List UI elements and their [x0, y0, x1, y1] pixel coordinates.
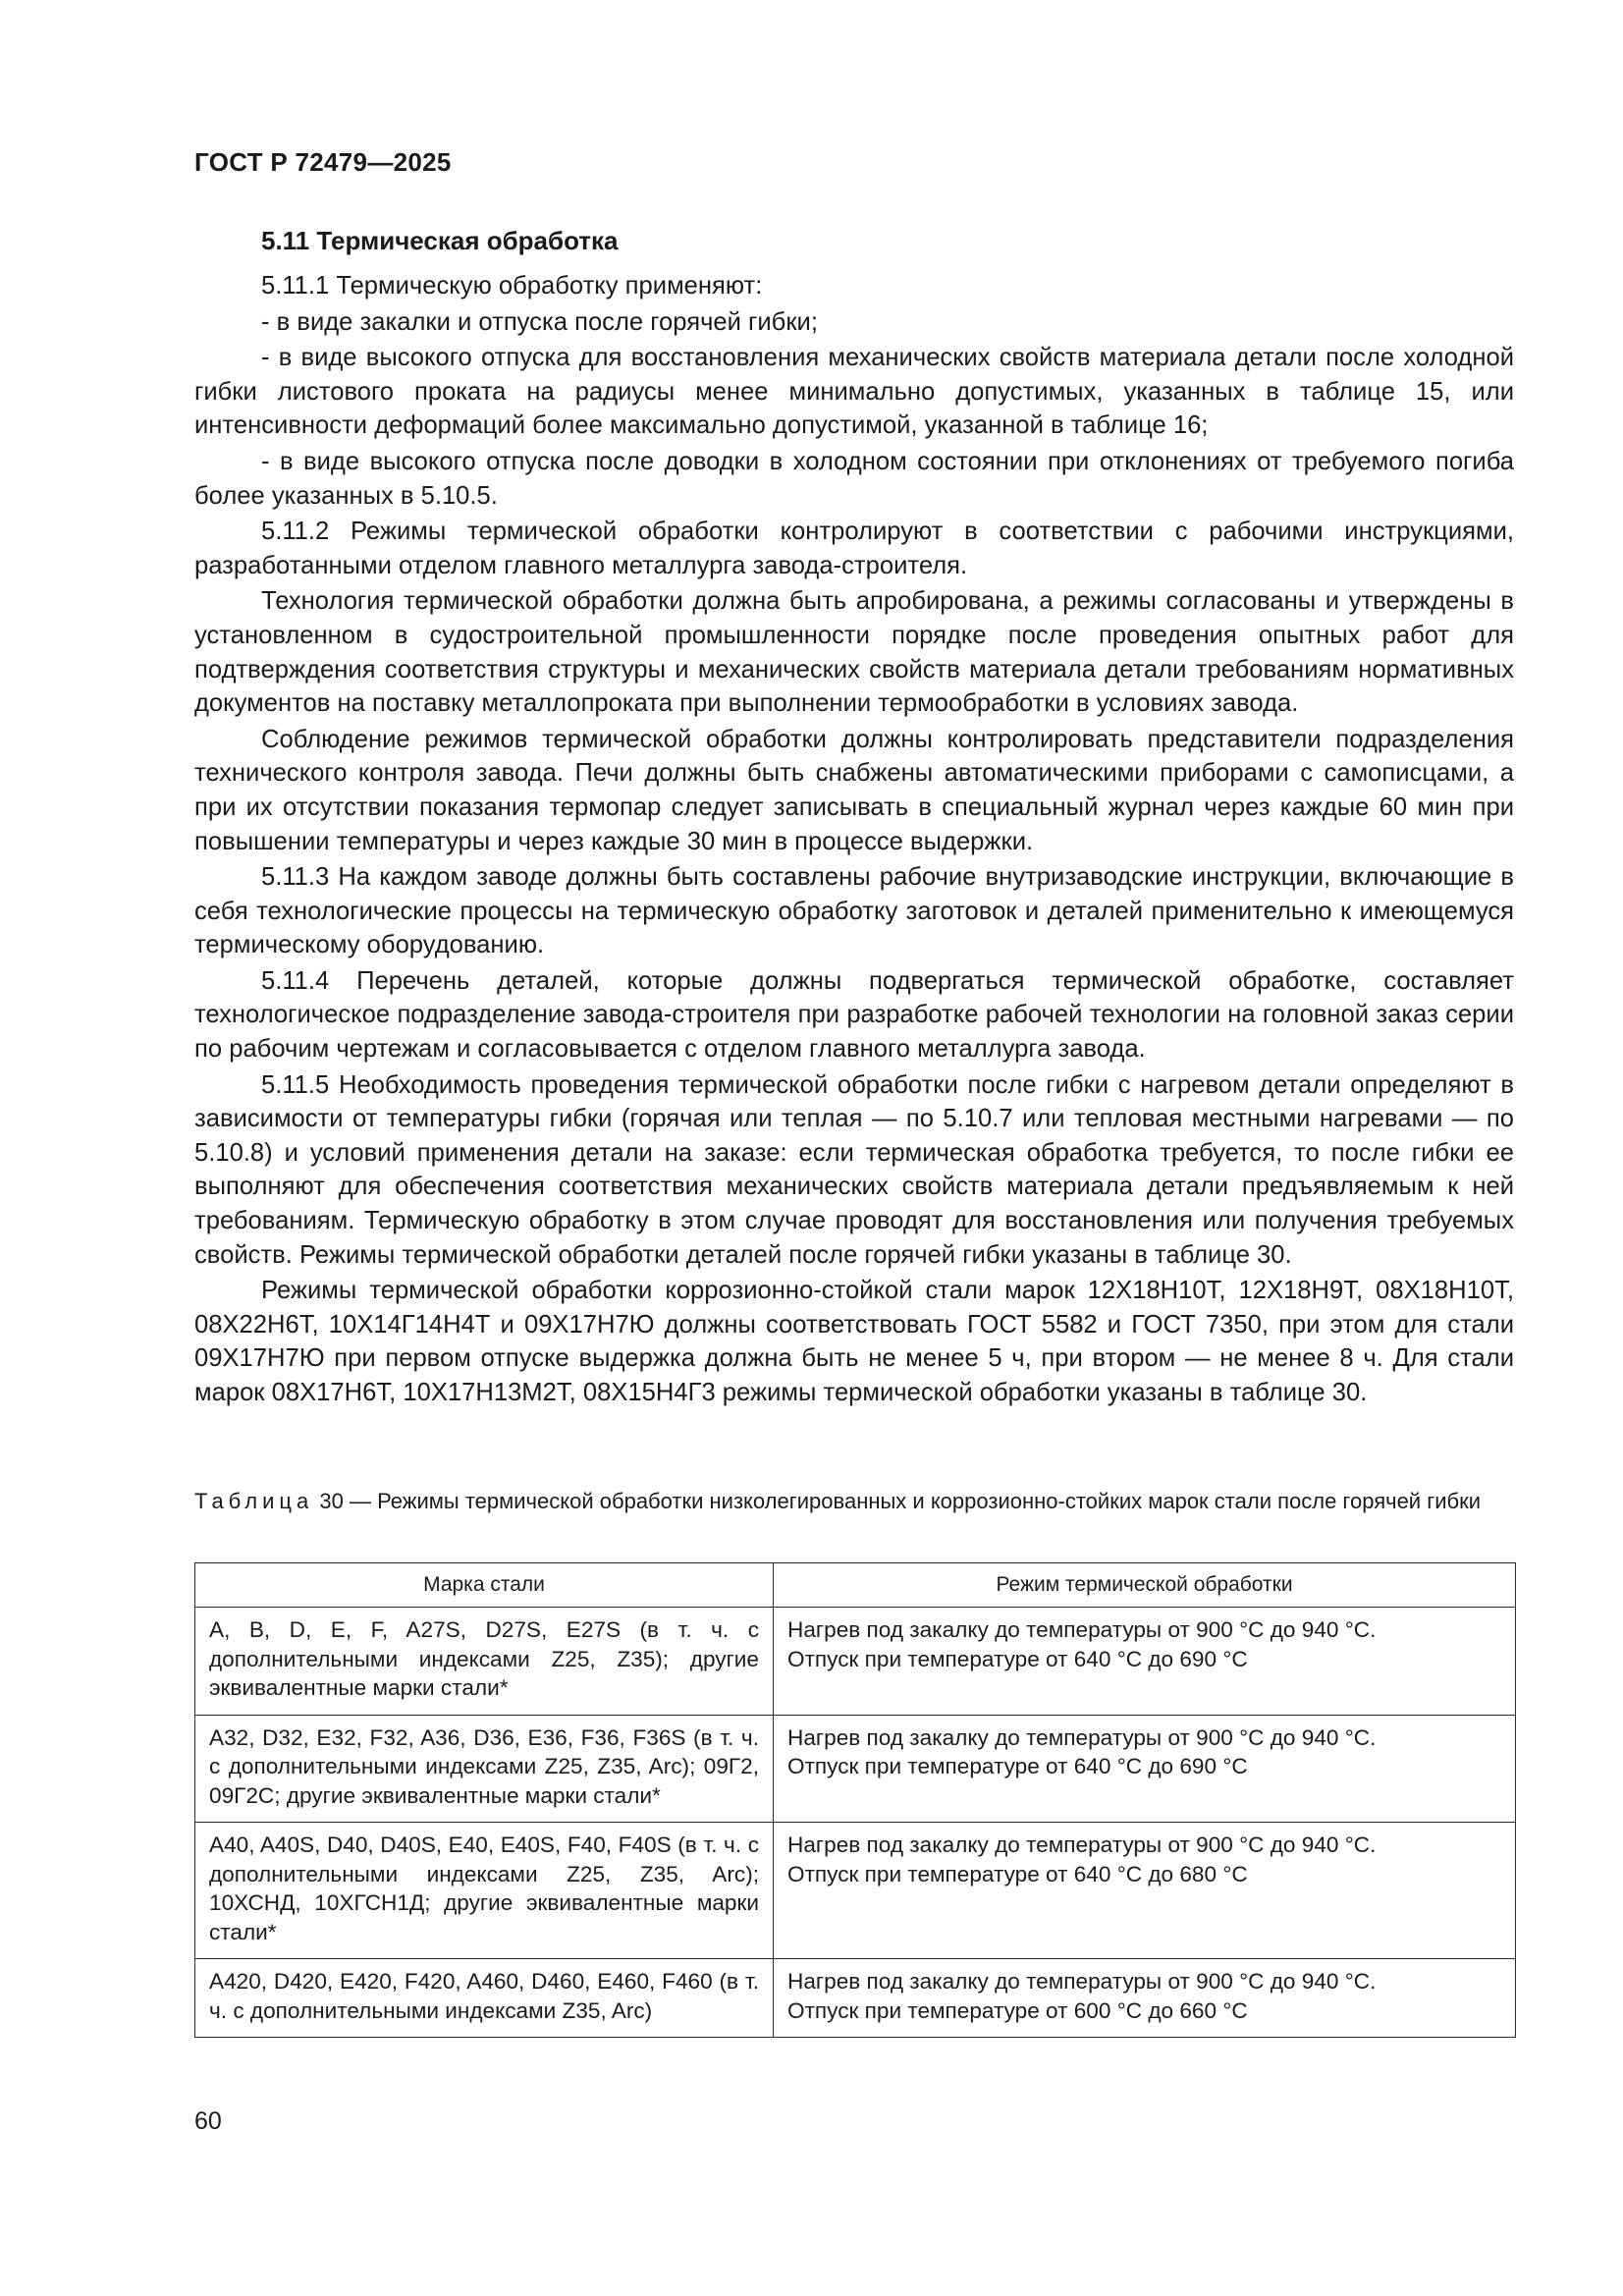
page-number: 60: [194, 2107, 222, 2135]
treatment-quench: Нагрев под закалку до температуры от 900 °С до 940 °С.: [787, 1617, 1377, 1642]
steel-grade-cell: A32, D32, E32, F32, A36, D36, E36, F36, F36S (в т. ч. с дополнительными индексами Z25, Z35, Arc); 09Г2, 09Г2С; другие эквивалентные марки стали*: [195, 1715, 774, 1823]
section-body: [194, 224, 1514, 1412]
steel-grade-cell: A40, A40S, D40, D40S, E40, E40S, F40, F40S (в т. ч. с дополнительными индексами Z25, Z35, Arc); 10ХСНД, 10ХГСН1Д; другие эквивалентные марки стали*: [195, 1823, 774, 1959]
paragraph: 5.11.2 Режимы термической обработки контролируют в соответствии с рабочими инструкциями, разработанными отделом главного металлурга завода-строителя.: [194, 518, 1514, 579]
paragraph: 5.11.1 Термическую обработку применяют:: [261, 272, 763, 300]
paragraph: Соблюдение режимов термической обработки должны контролировать представители подразделения технического контроля завода. Печи должны быть снабжены автоматическими приборами с самописцами, а при их отсутствии показания термопар следует записывать в специальный журнал через каждые 60 мин при повышении температуры и через каждые 30 мин в процессе выдержки.: [194, 725, 1514, 855]
treatment-mode-cell: [774, 1959, 1516, 2038]
table-row: [195, 1959, 1516, 2038]
column-header-steel-grade: Марка стали: [195, 1563, 774, 1608]
section-title: 5.11 Термическая обработка: [261, 226, 619, 255]
treatment-mode-cell: [774, 1608, 1516, 1716]
treatment-temper: Отпуск при температуре от 640 °С до 690 °С: [787, 1754, 1248, 1778]
steel-grade-cell: A420, D420, E420, F420, A460, D460, E460, F460 (в т. ч. с дополнительными индексами Z35, Arc): [195, 1959, 774, 2038]
treatment-temper: Отпуск при температуре от 600 °С до 660 °С: [787, 1997, 1248, 2023]
paragraph: 5.11.3 На каждом заводе должны быть составлены рабочие внутризаводские инструкции, включающие в себя технологические процессы на термическую обработку заготовок и деталей применительно к имеющемуся термическому оборудованию.: [194, 863, 1514, 959]
treatment-quench: Нагрев под закалку до температуры от 900 °С до 940 °С.: [787, 1832, 1377, 1857]
paragraph: 5.11.4 Перечень деталей, которые должны подвергаться термической обработке, составляет технологическое подразделение завода-строителя при разработке рабочей технологии на головной заказ серии по рабочим чертежам и согласовывается с отделом главного металлурга завода.: [194, 966, 1514, 1064]
treatment-quench: Нагрев под закалку до температуры от 900 °С до 940 °С.: [787, 1969, 1377, 1994]
list-item: - в виде закалки и отпуска после горячей гибки;: [261, 307, 818, 336]
list-item: - в виде высокого отпуска для восстановления механических свойств материала детали после холодной гибки листового проката на радиусы менее минимально допустимых, указанных в таблице 15, или интенсивности деформаций более максимально допустимой, указанной в таблице 16;: [194, 344, 1514, 440]
table-row: [195, 1608, 1516, 1716]
paragraph: Режимы термической обработки коррозионно-стойкой стали марок 12Х18Н10Т, 12Х18Н9Т, 08Х18Н10Т, 08Х22Н6Т, 10Х14Г14Н4Т и 09Х17Н7Ю должны соответствовать ГОСТ 5582 и ГОСТ 7350, при этом для стали 09Х17Н7Ю при первом отпуске выдержка должна быть не менее 5 ч, при втором — не менее 8 ч. Для стали марок 08Х17Н6Т, 10Х17Н13М2Т, 08Х15Н4Г3 режимы термической обработки указаны в таблице 30.: [194, 1277, 1514, 1406]
paragraph: Технология термической обработки должна быть апробирована, а режимы согласованы и утверждены в установленном в судостроительной промышленности порядке после проведения опытных работ для подтверждения соответствия структуры и механических свойств материала детали требованиям нормативных документов на поставку металлопроката при выполнении термообработки в условиях завода.: [194, 587, 1514, 718]
steel-grade-cell: A, B, D, E, F, A27S, D27S, E27S (в т. ч. с дополнительными индексами Z25, Z35); другие эквивалентные марки стали*: [195, 1608, 774, 1716]
table-row: [195, 1715, 1516, 1823]
treatment-temper: Отпуск при температуре от 640 °С до 680 °С: [787, 1861, 1248, 1886]
document-code: ГОСТ Р 72479—2025: [194, 147, 452, 177]
heat-treatment-table: [194, 1562, 1516, 2038]
treatment-mode-cell: [774, 1823, 1516, 1959]
table-row: [195, 1823, 1516, 1959]
table-caption-text: 30 — Режимы термической обработки низколегированных и коррозионно-стойких марок стали после горячей гибки: [313, 1489, 1482, 1513]
column-header-treatment-mode: Режим термической обработки: [774, 1563, 1516, 1608]
treatment-quench: Нагрев под закалку до температуры от 900 °С до 940 °С.: [787, 1724, 1377, 1750]
table-header-row: [195, 1563, 1516, 1608]
table-caption: [194, 1487, 1514, 1515]
treatment-temper: Отпуск при температуре от 640 °С до 690 °С: [787, 1646, 1248, 1671]
list-item: - в виде высокого отпуска после доводки в холодном состоянии при отклонениях от требуемого погиба более указанных в 5.10.5.: [194, 447, 1514, 510]
paragraph: 5.11.5 Необходимость проведения термической обработки после гибки с нагревом детали определяют в зависимости от температуры гибки (горячая или теплая — по 5.10.7 или тепловая местными нагревами — по 5.10.8) и условий применения детали на заказе: если термическая обработка требуется, то после гибки ее выполняют для обеспечения соответствия механических свойств материала детали предъявляемым к ней требованиям. Термическую обработку в этом случае проводят для восстановления или получения требуемых свойств. Режимы термической обработки деталей после горячей гибки указаны в таблице 30.: [194, 1070, 1514, 1269]
table-caption-label: Таблица: [194, 1489, 314, 1513]
treatment-mode-cell: [774, 1715, 1516, 1823]
